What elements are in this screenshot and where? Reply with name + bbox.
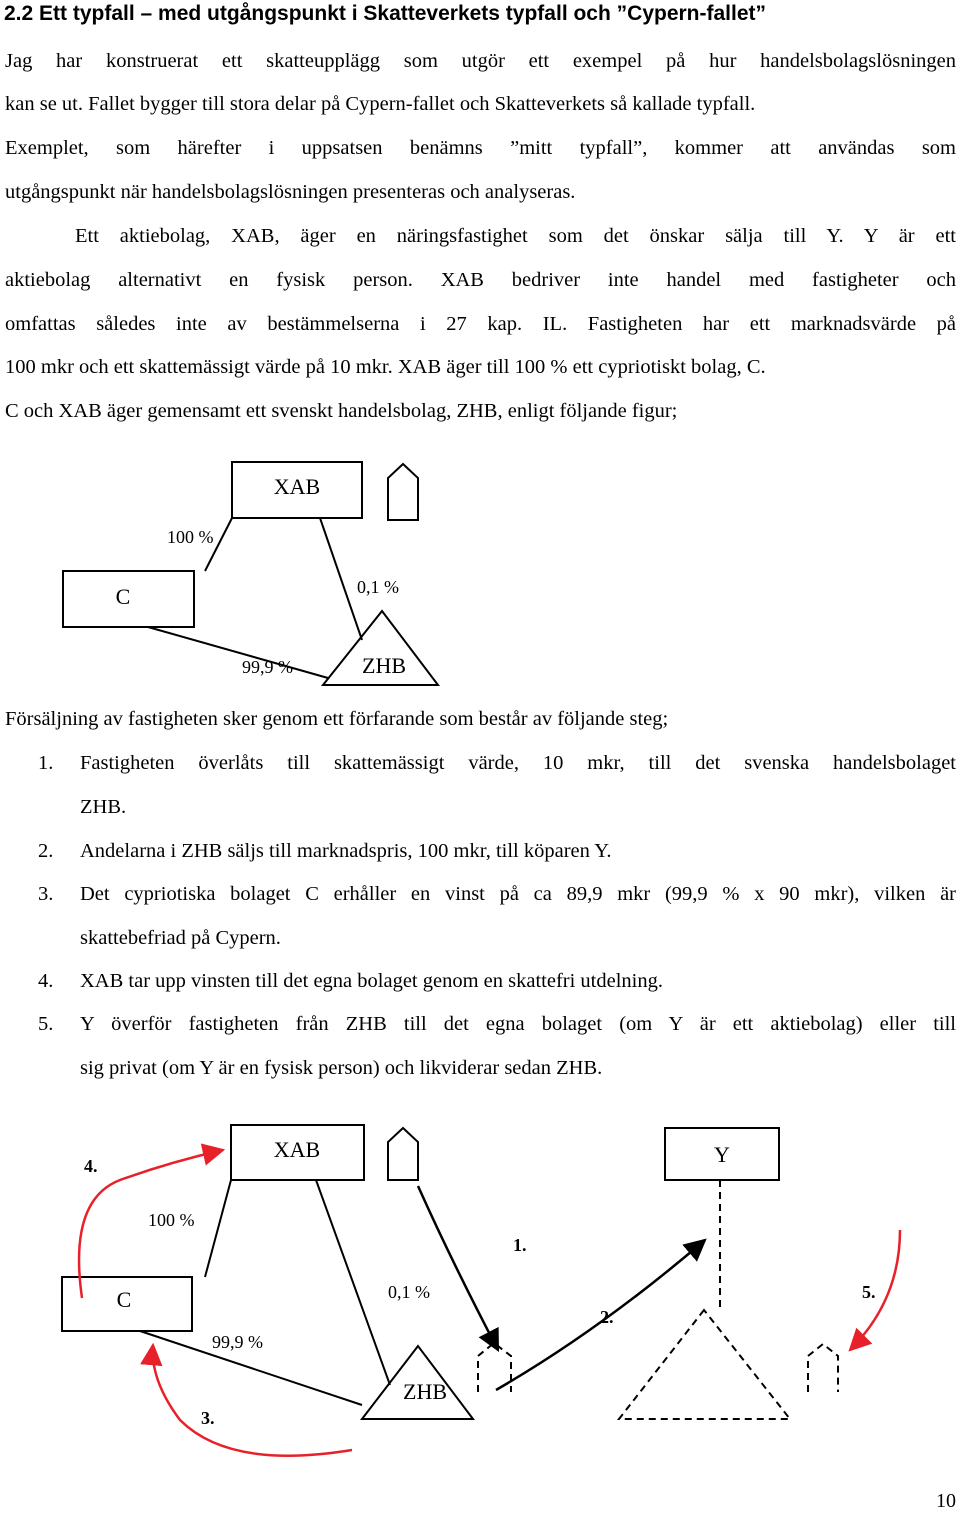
- step5-label: 5.: [862, 1282, 876, 1302]
- dashed-triangle: [619, 1310, 790, 1419]
- step-text: skattebefriad på Cypern.: [80, 927, 281, 949]
- step-text: XAB tar upp vinsten till det egna bolaget genom en skattefri utdelning.: [80, 970, 663, 992]
- pct-100-label-2: 100 %: [148, 1210, 195, 1230]
- step2-arrow: [496, 1240, 705, 1390]
- pct-01-label: 0,1 %: [357, 577, 399, 597]
- c-box-2: [62, 1277, 192, 1331]
- step-number: 3.: [38, 883, 54, 905]
- link-c-zhb: [148, 627, 328, 678]
- step1-arrow: [418, 1186, 498, 1350]
- c-label: C: [115, 584, 131, 609]
- step-text: Det cypriotiska bolaget C erhåller en vinst på ca 89,9 mkr (99,9 % x 90 mkr), vilken är: [80, 883, 956, 905]
- y-box: [665, 1128, 779, 1180]
- step-number: 4.: [38, 970, 54, 992]
- page-number: 10: [936, 1490, 956, 1512]
- dashed-house-icon-zhb: [478, 1343, 511, 1392]
- intro-line-1: Jag har konstruerat ett skatteupplägg som utgör ett exempel på hur handelsbolagslösningen: [5, 50, 956, 72]
- intro-line-3: Exemplet, som härefter i uppsatsen benämns ”mitt typfall”, kommer att användas som: [5, 137, 956, 159]
- step-text: ZHB.: [80, 796, 127, 818]
- step5-arrow: [850, 1230, 900, 1350]
- para2-line-2: aktiebolag alternativt en fysisk person. XAB bedriver inte handel med fastigheter och: [5, 269, 956, 291]
- pct-100-label: 100 %: [167, 527, 214, 547]
- para2-line-4: 100 mkr och ett skattemässigt värde på 10 mkr. XAB äger till 100 % ett cypriotiskt bolag, C.: [5, 356, 766, 378]
- intro-line-2: kan se ut. Fallet bygger till stora delar på Cypern-fallet och Skatteverkets så kallade typfall.: [5, 93, 756, 115]
- step-text: Y överför fastigheten från ZHB till det egna bolaget (om Y är ett aktiebolag) eller till: [80, 1013, 956, 1035]
- step3-label: 3.: [201, 1408, 215, 1428]
- section-heading: 2.2 Ett typfall – med utgångspunkt i Skatteverkets typfall och ”Cypern-fallet”: [4, 2, 767, 25]
- link-xab-c-2: [205, 1180, 231, 1277]
- xab-box-2: [231, 1125, 364, 1180]
- intro-line-4: utgångspunkt när handelsbolagslösningen presenteras och analyseras.: [5, 181, 576, 203]
- dashed-house-icon-y: [808, 1344, 838, 1392]
- step1-label: 1.: [513, 1235, 527, 1255]
- zhb-label: ZHB: [362, 653, 406, 678]
- link-xab-zhb: [320, 518, 362, 640]
- link-xab-zhb-2: [316, 1180, 390, 1385]
- zhb-label-2: ZHB: [403, 1379, 447, 1404]
- step-number: 2.: [38, 840, 54, 862]
- link-c-zhb-2: [140, 1331, 362, 1405]
- step-number: 1.: [38, 752, 54, 774]
- y-label: Y: [714, 1142, 730, 1167]
- step-text: Andelarna i ZHB säljs till marknadspris, 100 mkr, till köparen Y.: [80, 840, 612, 862]
- step3-arrow: [153, 1345, 352, 1456]
- pct-01-label-2: 0,1 %: [388, 1282, 430, 1302]
- step-text: Fastigheten överlåts till skattemässigt värde, 10 mkr, till det svenska handelsbolaget: [80, 752, 956, 774]
- step-number: 5.: [38, 1013, 54, 1035]
- property-house-icon: [388, 464, 418, 520]
- steps-intro: Försäljning av fastigheten sker genom ett förfarande som består av följande steg;: [5, 708, 669, 730]
- step2-label: 2.: [600, 1307, 614, 1327]
- para2-line-3: omfattas således inte av bestämmelserna i 27 kap. IL. Fastigheten har ett marknadsvärde på: [5, 313, 956, 335]
- step4-arrow: [79, 1150, 223, 1298]
- para2-line-1: Ett aktiebolag, XAB, äger en näringsfastighet som det önskar sälja till Y. Y är ett: [75, 225, 956, 247]
- xab-label: XAB: [273, 474, 321, 499]
- xab-label-2: XAB: [273, 1137, 321, 1162]
- c-label-2: C: [116, 1287, 132, 1312]
- pct-999-label-2: 99,9 %: [212, 1332, 263, 1352]
- step-text: sig privat (om Y är en fysisk person) och likviderar sedan ZHB.: [80, 1057, 603, 1079]
- zhb-triangle-2: [362, 1346, 473, 1419]
- pct-999-label: 99,9 %: [242, 657, 293, 677]
- property-house-icon-2: [388, 1128, 418, 1180]
- ownership-figure-1: [0, 0, 960, 700]
- step4-label: 4.: [84, 1156, 98, 1176]
- para2-line-5: C och XAB äger gemensamt ett svenskt handelsbolag, ZHB, enligt följande figur;: [5, 400, 678, 422]
